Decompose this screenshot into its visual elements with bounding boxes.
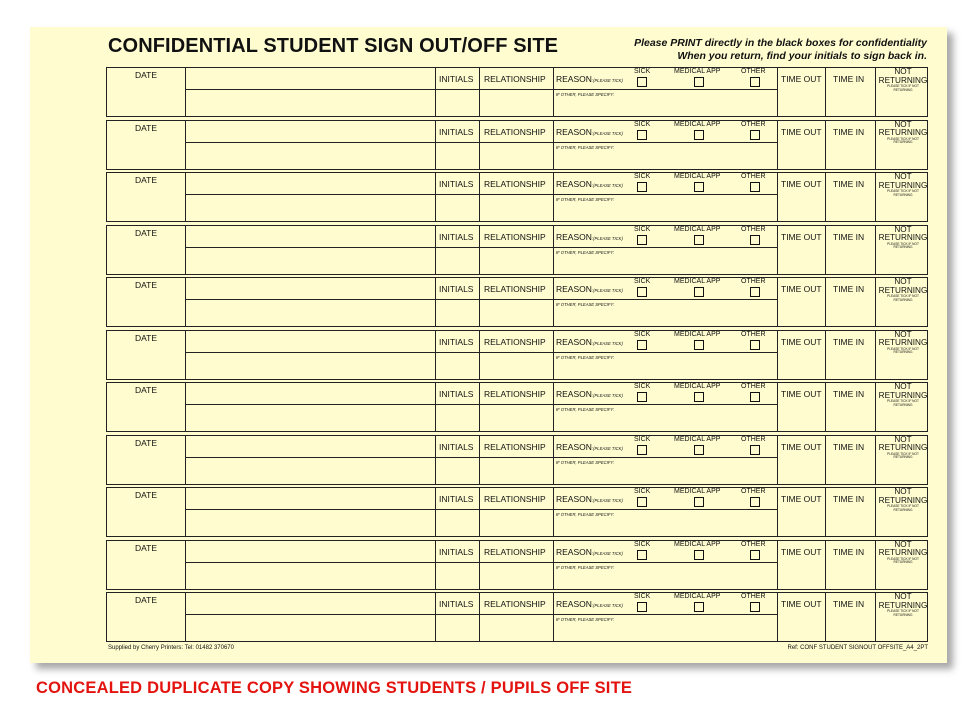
- other-checkbox[interactable]: [750, 550, 760, 560]
- name-field[interactable]: [186, 69, 434, 88]
- initials-label: INITIALS: [439, 74, 474, 84]
- date-field[interactable]: [108, 555, 184, 589]
- date-label: DATE: [135, 70, 158, 80]
- time-out-label: TIME OUT: [781, 389, 822, 399]
- relationship-label: RELATIONSHIP: [484, 126, 546, 137]
- name-field-lower[interactable]: [186, 458, 434, 484]
- time-out-field[interactable]: [778, 348, 824, 379]
- time-out-label: TIME OUT: [781, 546, 822, 557]
- not-returning-label: NOT RETURNING: [878, 434, 928, 452]
- time-in-label: TIME IN: [833, 74, 865, 84]
- medical-app-checkbox[interactable]: [694, 77, 704, 87]
- if-other-label: IF OTHER, PLEASE SPECIFY:: [556, 197, 615, 202]
- relationship-field[interactable]: [480, 248, 552, 274]
- date-label: DATE: [135, 542, 158, 553]
- relationship-label: RELATIONSHIP: [484, 74, 546, 84]
- form-instructions: [634, 37, 927, 63]
- not-returning-label: NOT RETURNING: [878, 382, 928, 400]
- reason-label: REASON:(PLEASE TICK): [556, 179, 623, 189]
- if-other-label: IF OTHER, PLEASE SPECIFY:: [556, 302, 615, 307]
- initials-label: INITIALS: [439, 546, 474, 557]
- not-returning-label: NOT RETURNING: [878, 487, 928, 505]
- time-in-label: TIME IN: [833, 284, 865, 294]
- sick-label: SICK: [634, 383, 651, 390]
- initials-label: INITIALS: [439, 284, 474, 294]
- not-returning-label: NOT RETURNING: [878, 277, 928, 295]
- sick-label: SICK: [634, 593, 651, 600]
- not-returning-note: PLEASE TICK IF NOT RETURNING: [887, 346, 919, 355]
- reason-label: REASON:(PLEASE TICK): [556, 441, 623, 452]
- other-reason-field[interactable]: [554, 361, 776, 379]
- sick-checkbox[interactable]: [637, 235, 647, 245]
- reason-label: REASON:(PLEASE TICK): [556, 546, 623, 557]
- name-field[interactable]: [186, 542, 434, 561]
- other-checkbox[interactable]: [750, 445, 760, 455]
- initials-field[interactable]: [436, 353, 478, 379]
- time-out-field[interactable]: [778, 610, 824, 641]
- date-field[interactable]: [108, 82, 184, 116]
- footer-supplier: Supplied by Cherry Printers: Tel: 01482 370670: [108, 645, 234, 651]
- relationship-label: RELATIONSHIP: [484, 494, 546, 504]
- not-returning-label: NOT RETURNING: [878, 329, 928, 347]
- time-in-label: TIME IN: [833, 126, 865, 137]
- sick-label: SICK: [634, 330, 651, 338]
- date-field[interactable]: [108, 187, 184, 221]
- instructions-line-1: Please PRINT directly in the black boxes for confidentiality: [634, 37, 927, 49]
- name-field[interactable]: [186, 279, 434, 298]
- other-checkbox[interactable]: [750, 392, 760, 402]
- relationship-label: RELATIONSHIP: [484, 389, 546, 399]
- initials-label: INITIALS: [439, 599, 474, 609]
- other-checkbox[interactable]: [750, 602, 760, 612]
- date-label: DATE: [135, 595, 158, 605]
- relationship-field[interactable]: [480, 143, 552, 169]
- sign-out-row: [106, 382, 928, 432]
- name-field-lower[interactable]: [186, 143, 434, 169]
- not-returning-note: PLEASE TICK IF NOT RETURNING: [887, 294, 919, 302]
- other-label: OTHER: [741, 488, 766, 495]
- date-field[interactable]: [108, 450, 184, 484]
- medical-app-label: MEDICAL APP: [674, 173, 721, 180]
- not-returning-field[interactable]: [876, 355, 928, 379]
- other-reason-field[interactable]: [554, 466, 776, 484]
- sick-checkbox[interactable]: [637, 77, 647, 87]
- initials-label: INITIALS: [439, 336, 474, 347]
- date-label: DATE: [135, 385, 158, 395]
- other-checkbox[interactable]: [750, 130, 760, 140]
- not-returning-label: NOT RETURNING: [878, 224, 928, 242]
- sign-out-row: [106, 487, 928, 537]
- medical-app-label: MEDICAL APP: [674, 383, 721, 390]
- not-returning-field[interactable]: [876, 197, 928, 221]
- sick-label: SICK: [634, 120, 651, 128]
- time-in-label: TIME IN: [833, 441, 865, 452]
- name-field-lower[interactable]: [186, 248, 434, 274]
- time-in-field[interactable]: [826, 505, 874, 536]
- medical-app-checkbox[interactable]: [694, 287, 704, 297]
- date-label: DATE: [135, 332, 158, 343]
- date-label: DATE: [135, 280, 158, 290]
- time-out-field[interactable]: [778, 243, 824, 274]
- sick-label: SICK: [634, 435, 651, 443]
- other-reason-field[interactable]: [554, 413, 776, 431]
- medical-app-label: MEDICAL APP: [674, 68, 721, 75]
- medical-app-label: MEDICAL APP: [674, 120, 721, 128]
- not-returning-note: PLEASE TICK IF NOT RETURNING: [887, 84, 919, 92]
- relationship-field[interactable]: [480, 353, 552, 379]
- relationship-label: RELATIONSHIP: [484, 599, 546, 609]
- name-field-lower[interactable]: [186, 353, 434, 379]
- relationship-field[interactable]: [480, 300, 552, 326]
- name-field-lower[interactable]: [186, 615, 434, 641]
- sick-label: SICK: [634, 173, 651, 180]
- time-in-field[interactable]: [826, 558, 874, 589]
- footer-reference: Ref: CONF STUDENT SIGNOUT OFFSITE_A4_2PT: [787, 645, 928, 651]
- duplicate-copy-banner: CONCEALED DUPLICATE COPY SHOWING STUDENTS / PUPILS OFF SITE: [36, 679, 633, 697]
- medical-app-label: MEDICAL APP: [674, 488, 721, 495]
- not-returning-field[interactable]: [876, 512, 928, 536]
- if-other-label: IF OTHER, PLEASE SPECIFY:: [556, 459, 615, 465]
- reason-label: REASON:(PLEASE TICK): [556, 74, 623, 84]
- date-field[interactable]: [108, 240, 184, 274]
- initials-field[interactable]: [436, 510, 478, 536]
- other-reason-field[interactable]: [554, 98, 776, 116]
- other-reason-field[interactable]: [554, 256, 776, 274]
- sick-checkbox[interactable]: [637, 392, 647, 402]
- time-out-field[interactable]: [778, 453, 824, 484]
- medical-app-label: MEDICAL APP: [674, 540, 721, 548]
- medical-app-label: MEDICAL APP: [674, 278, 721, 285]
- date-field[interactable]: [108, 345, 184, 379]
- sign-out-row: [106, 592, 928, 642]
- initials-field[interactable]: [436, 405, 478, 431]
- time-in-field[interactable]: [826, 348, 874, 379]
- initials-field[interactable]: [436, 143, 478, 169]
- name-field[interactable]: [186, 332, 434, 351]
- other-label: OTHER: [741, 120, 766, 128]
- not-returning-field[interactable]: [876, 460, 928, 484]
- date-field[interactable]: [108, 397, 184, 431]
- sign-out-row: [106, 172, 928, 222]
- initials-field[interactable]: [436, 300, 478, 326]
- sick-checkbox[interactable]: [637, 497, 647, 507]
- medical-app-label: MEDICAL APP: [674, 330, 721, 338]
- other-checkbox[interactable]: [750, 182, 760, 192]
- other-checkbox[interactable]: [750, 287, 760, 297]
- relationship-field[interactable]: [480, 195, 552, 221]
- name-field[interactable]: [186, 227, 434, 246]
- initials-field[interactable]: [436, 615, 478, 641]
- time-out-label: TIME OUT: [781, 284, 822, 294]
- initials-field[interactable]: [436, 563, 478, 589]
- not-returning-note: PLEASE TICK IF NOT RETURNING: [887, 189, 919, 197]
- instructions-line-2: When you return, find your initials to sign back in.: [677, 50, 927, 62]
- name-field-lower[interactable]: [186, 90, 434, 116]
- initials-label: INITIALS: [439, 494, 474, 504]
- relationship-field[interactable]: [480, 458, 552, 484]
- other-label: OTHER: [741, 330, 766, 338]
- date-field[interactable]: [108, 502, 184, 536]
- relationship-field[interactable]: [480, 615, 552, 641]
- time-out-label: TIME OUT: [781, 599, 822, 609]
- date-label: DATE: [135, 122, 158, 133]
- sick-label: SICK: [634, 488, 651, 495]
- form-sheet: [30, 27, 947, 663]
- sign-out-row: [106, 225, 928, 275]
- reason-label: REASON:(PLEASE TICK): [556, 284, 623, 294]
- date-label: DATE: [135, 490, 158, 500]
- date-label: DATE: [135, 437, 158, 448]
- sick-label: SICK: [634, 540, 651, 548]
- time-out-field[interactable]: [778, 400, 824, 431]
- name-field[interactable]: [186, 384, 434, 403]
- initials-label: INITIALS: [439, 441, 474, 452]
- other-reason-field[interactable]: [554, 571, 776, 589]
- time-out-label: TIME OUT: [781, 231, 822, 242]
- if-other-label: IF OTHER, PLEASE SPECIFY:: [556, 92, 615, 97]
- other-reason-field[interactable]: [554, 518, 776, 536]
- other-label: OTHER: [741, 173, 766, 180]
- other-reason-field[interactable]: [554, 151, 776, 169]
- other-reason-field[interactable]: [554, 308, 776, 326]
- if-other-label: IF OTHER, PLEASE SPECIFY:: [556, 512, 615, 517]
- time-in-field[interactable]: [826, 85, 874, 116]
- name-field[interactable]: [186, 122, 434, 141]
- initials-label: INITIALS: [439, 179, 474, 189]
- not-returning-field[interactable]: [876, 250, 928, 274]
- not-returning-note: PLEASE TICK IF NOT RETURNING: [887, 399, 919, 407]
- other-checkbox[interactable]: [750, 497, 760, 507]
- time-in-label: TIME IN: [833, 389, 865, 399]
- time-in-field[interactable]: [826, 190, 874, 221]
- medical-app-checkbox[interactable]: [694, 550, 704, 560]
- time-out-label: TIME OUT: [781, 179, 822, 189]
- relationship-label: RELATIONSHIP: [484, 284, 546, 294]
- date-field[interactable]: [108, 607, 184, 641]
- sign-out-row: [106, 67, 928, 117]
- if-other-label: IF OTHER, PLEASE SPECIFY:: [556, 354, 615, 360]
- sick-checkbox[interactable]: [637, 130, 647, 140]
- sick-checkbox[interactable]: [637, 602, 647, 612]
- if-other-label: IF OTHER, PLEASE SPECIFY:: [556, 407, 615, 412]
- time-in-field[interactable]: [826, 453, 874, 484]
- sick-checkbox[interactable]: [637, 550, 647, 560]
- sign-out-row: [106, 435, 928, 485]
- time-in-field[interactable]: [826, 138, 874, 169]
- medical-app-checkbox[interactable]: [694, 445, 704, 455]
- medical-app-label: MEDICAL APP: [674, 435, 721, 443]
- relationship-label: RELATIONSHIP: [484, 441, 546, 452]
- other-checkbox[interactable]: [750, 340, 760, 350]
- time-out-field[interactable]: [778, 505, 824, 536]
- sign-out-row: [106, 277, 928, 327]
- reason-label: REASON:(PLEASE TICK): [556, 494, 623, 504]
- sick-checkbox[interactable]: [637, 340, 647, 350]
- time-in-label: TIME IN: [833, 336, 865, 347]
- date-field[interactable]: [108, 135, 184, 169]
- medical-app-checkbox[interactable]: [694, 130, 704, 140]
- not-returning-label: NOT RETURNING: [878, 119, 928, 137]
- other-reason-field[interactable]: [554, 203, 776, 221]
- name-field-lower[interactable]: [186, 510, 434, 536]
- reason-label: REASON:(PLEASE TICK): [556, 389, 623, 399]
- if-other-label: IF OTHER, PLEASE SPECIFY:: [556, 144, 615, 150]
- time-out-field[interactable]: [778, 85, 824, 116]
- medical-app-checkbox[interactable]: [694, 602, 704, 612]
- initials-field[interactable]: [436, 248, 478, 274]
- not-returning-note: PLEASE TICK IF NOT RETURNING: [887, 451, 919, 460]
- time-out-label: TIME OUT: [781, 441, 822, 452]
- time-in-label: TIME IN: [833, 231, 865, 242]
- medical-app-checkbox[interactable]: [694, 182, 704, 192]
- sick-label: SICK: [634, 68, 651, 75]
- sign-out-row: [106, 120, 928, 170]
- reason-label: REASON:(PLEASE TICK): [556, 336, 623, 347]
- not-returning-field[interactable]: [876, 407, 928, 431]
- not-returning-label: NOT RETURNING: [878, 67, 928, 85]
- name-field[interactable]: [186, 594, 434, 613]
- if-other-label: IF OTHER, PLEASE SPECIFY:: [556, 617, 615, 622]
- not-returning-label: NOT RETURNING: [878, 592, 928, 610]
- time-out-label: TIME OUT: [781, 126, 822, 137]
- not-returning-note: PLEASE TICK IF NOT RETURNING: [887, 556, 919, 565]
- name-field-lower[interactable]: [186, 195, 434, 221]
- time-in-field[interactable]: [826, 295, 874, 326]
- relationship-field[interactable]: [480, 563, 552, 589]
- if-other-label: IF OTHER, PLEASE SPECIFY:: [556, 564, 615, 570]
- not-returning-label: NOT RETURNING: [878, 539, 928, 557]
- sick-checkbox[interactable]: [637, 445, 647, 455]
- not-returning-note: PLEASE TICK IF NOT RETURNING: [887, 504, 919, 512]
- time-out-label: TIME OUT: [781, 494, 822, 504]
- medical-app-checkbox[interactable]: [694, 340, 704, 350]
- not-returning-field[interactable]: [876, 617, 928, 641]
- initials-field[interactable]: [436, 458, 478, 484]
- name-field[interactable]: [186, 174, 434, 193]
- other-checkbox[interactable]: [750, 77, 760, 87]
- other-label: OTHER: [741, 435, 766, 443]
- sick-label: SICK: [634, 278, 651, 285]
- medical-app-label: MEDICAL APP: [674, 225, 721, 233]
- relationship-label: RELATIONSHIP: [484, 231, 546, 242]
- initials-field[interactable]: [436, 90, 478, 116]
- not-returning-field[interactable]: [876, 565, 928, 589]
- relationship-label: RELATIONSHIP: [484, 336, 546, 347]
- time-in-field[interactable]: [826, 243, 874, 274]
- reason-label: REASON:(PLEASE TICK): [556, 599, 623, 609]
- sick-checkbox[interactable]: [637, 182, 647, 192]
- time-in-field[interactable]: [826, 610, 874, 641]
- name-field-lower[interactable]: [186, 300, 434, 326]
- not-returning-note: PLEASE TICK IF NOT RETURNING: [887, 609, 919, 617]
- not-returning-note: PLEASE TICK IF NOT RETURNING: [887, 241, 919, 250]
- sick-checkbox[interactable]: [637, 287, 647, 297]
- relationship-field[interactable]: [480, 90, 552, 116]
- reason-label: REASON:(PLEASE TICK): [556, 126, 623, 137]
- relationship-field[interactable]: [480, 510, 552, 536]
- other-label: OTHER: [741, 278, 766, 285]
- if-other-label: IF OTHER, PLEASE SPECIFY:: [556, 249, 615, 255]
- medical-app-label: MEDICAL APP: [674, 593, 721, 600]
- not-returning-field[interactable]: [876, 145, 928, 169]
- time-out-field[interactable]: [778, 295, 824, 326]
- not-returning-field[interactable]: [876, 92, 928, 116]
- name-field[interactable]: [186, 489, 434, 508]
- reason-label: REASON:(PLEASE TICK): [556, 231, 623, 242]
- date-field[interactable]: [108, 292, 184, 326]
- sign-out-row: [106, 330, 928, 380]
- other-label: OTHER: [741, 540, 766, 548]
- not-returning-label: NOT RETURNING: [878, 172, 928, 190]
- time-in-label: TIME IN: [833, 494, 865, 504]
- name-field[interactable]: [186, 437, 434, 456]
- other-label: OTHER: [741, 225, 766, 233]
- time-out-label: TIME OUT: [781, 74, 822, 84]
- not-returning-note: PLEASE TICK IF NOT RETURNING: [887, 136, 919, 145]
- other-reason-field[interactable]: [554, 623, 776, 641]
- other-checkbox[interactable]: [750, 235, 760, 245]
- time-out-field[interactable]: [778, 138, 824, 169]
- date-label: DATE: [135, 175, 158, 185]
- initials-label: INITIALS: [439, 389, 474, 399]
- initials-label: INITIALS: [439, 231, 474, 242]
- initials-field[interactable]: [436, 195, 478, 221]
- date-label: DATE: [135, 227, 158, 238]
- medical-app-checkbox[interactable]: [694, 235, 704, 245]
- sign-out-row: [106, 540, 928, 590]
- name-field-lower[interactable]: [186, 405, 434, 431]
- medical-app-checkbox[interactable]: [694, 392, 704, 402]
- other-label: OTHER: [741, 68, 766, 75]
- time-in-label: TIME IN: [833, 546, 865, 557]
- time-in-field[interactable]: [826, 400, 874, 431]
- relationship-field[interactable]: [480, 405, 552, 431]
- time-out-field[interactable]: [778, 558, 824, 589]
- time-in-label: TIME IN: [833, 599, 865, 609]
- sick-label: SICK: [634, 225, 651, 233]
- relationship-label: RELATIONSHIP: [484, 546, 546, 557]
- initials-label: INITIALS: [439, 126, 474, 137]
- not-returning-field[interactable]: [876, 302, 928, 326]
- medical-app-checkbox[interactable]: [694, 497, 704, 507]
- other-label: OTHER: [741, 383, 766, 390]
- name-field-lower[interactable]: [186, 563, 434, 589]
- form-title: CONFIDENTIAL STUDENT SIGN OUT/OFF SITE: [108, 35, 559, 57]
- time-out-label: TIME OUT: [781, 336, 822, 347]
- time-in-label: TIME IN: [833, 179, 865, 189]
- other-label: OTHER: [741, 593, 766, 600]
- time-out-field[interactable]: [778, 190, 824, 221]
- relationship-label: RELATIONSHIP: [484, 179, 546, 189]
